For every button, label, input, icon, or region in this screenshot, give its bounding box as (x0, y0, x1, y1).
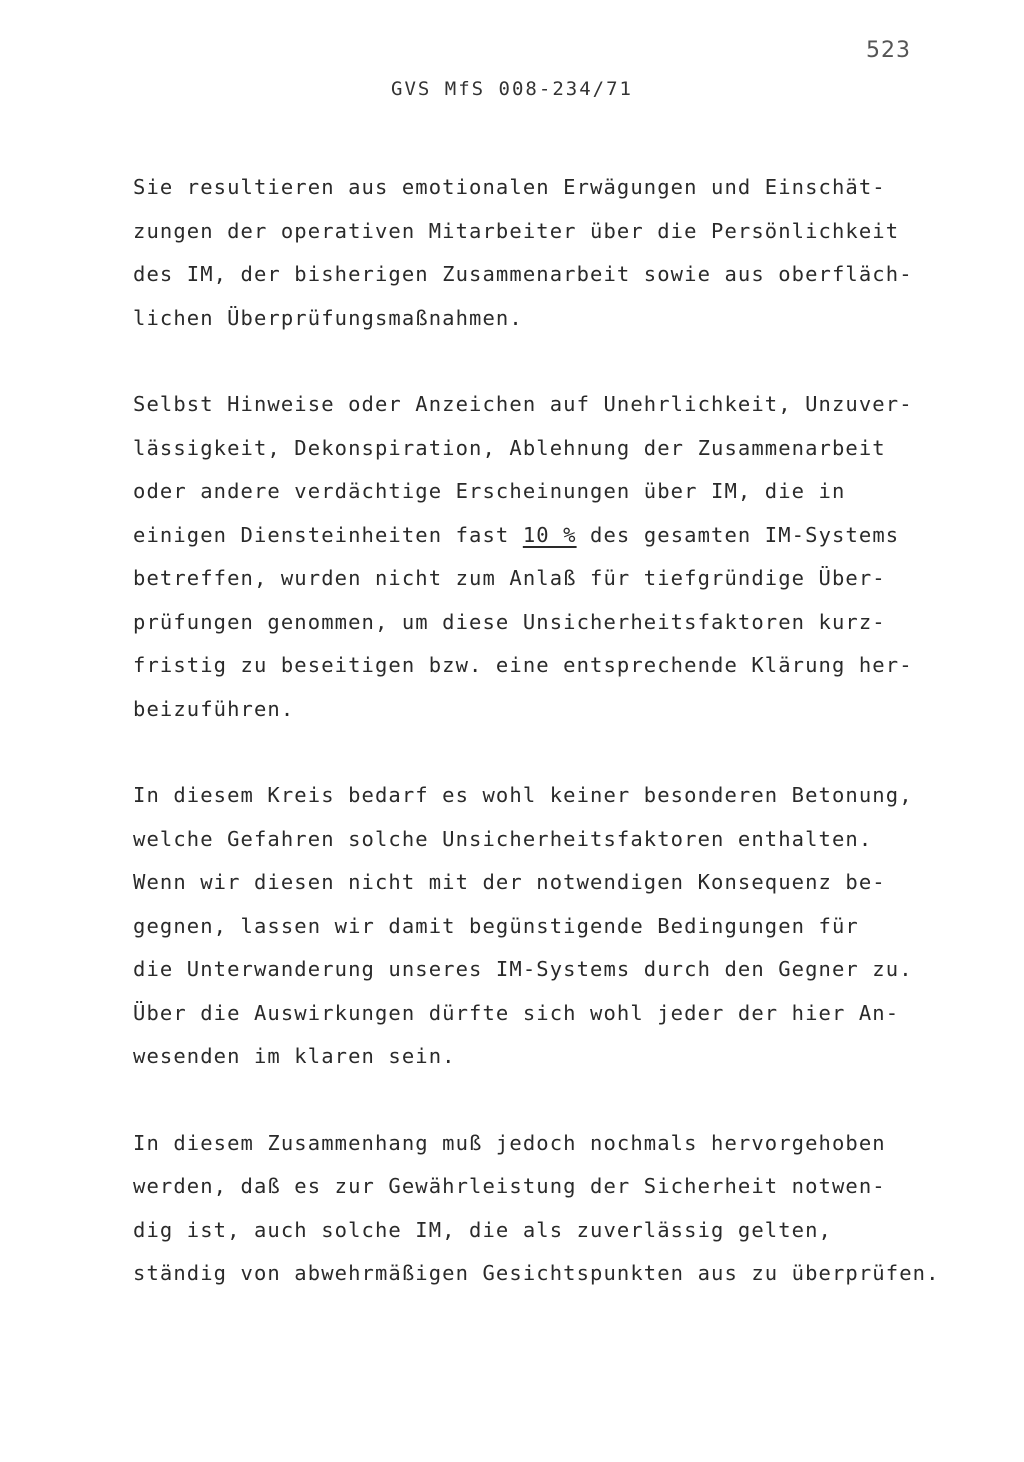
paragraph-1 (133, 166, 933, 340)
paragraph-4 (133, 1122, 940, 1296)
text-line: Wenn wir diesen nicht mit der notwendigen Konsequenz be- (133, 870, 886, 894)
text-line: oder andere verdächtige Erscheinungen über IM, die in (133, 479, 846, 503)
text-line: beizuführen. (133, 696, 295, 721)
paragraph-2 (133, 383, 933, 731)
text-line: werden, daß es zur Gewährleistung der Sicherheit notwen- (133, 1174, 886, 1198)
document-body (133, 166, 940, 1339)
text-line: dig ist, auch solche IM, die als zuverlässig gelten, (133, 1217, 832, 1242)
text-line: Selbst Hinweise oder Anzeichen auf Unehrlichkeit, Unzuver- (133, 392, 913, 416)
text-line: betreffen, wurden nicht zum Anlaß für tiefgründige Über- (133, 566, 886, 590)
text-segment: des gesamten IM-Systems (576, 522, 900, 547)
text-line: fristig zu beseitigen bzw. eine entsprechende Klärung her- (133, 653, 913, 677)
text-line: Sie resultieren aus emotionalen Erwägungen und Einschät- (133, 175, 886, 199)
text-line: wesenden im klaren sein. (133, 1044, 456, 1068)
page-number: 523 (866, 38, 911, 63)
text-line: Über die Auswirkungen dürfte sich wohl jeder der hier An- (133, 1000, 900, 1025)
text-line-with-underline (133, 514, 933, 558)
text-line: In diesem Zusammenhang muß jedoch nochmals hervorgehoben (133, 1130, 886, 1155)
paragraph-3 (133, 774, 933, 1079)
text-line: prüfungen genommen, um diese Unsicherheitsfaktoren kurz- (133, 609, 886, 634)
document-reference: GVS MfS 008-234/71 (391, 78, 633, 100)
text-line: lichen Überprüfungsmaßnahmen. (133, 305, 523, 330)
text-line: welche Gefahren solche Unsicherheitsfaktoren enthalten. (133, 826, 873, 851)
text-line: lässigkeit, Dekonspiration, Ablehnung der Zusammenarbeit (133, 435, 886, 460)
text-line: In diesem Kreis bedarf es wohl keiner besonderen Betonung, (133, 783, 913, 807)
text-line: gegnen, lassen wir damit begünstigende Bedingungen für (133, 913, 859, 938)
text-line: die Unterwanderung unseres IM-Systems durch den Gegner zu. (133, 957, 913, 981)
text-line: des IM, der bisherigen Zusammenarbeit sowie aus oberfläch- (133, 262, 913, 286)
underlined-percentage: 10 % (522, 522, 577, 547)
text-line: zungen der operativen Mitarbeiter über die Persönlichkeit (133, 218, 900, 243)
text-segment: einigen Diensteinheiten fast (133, 522, 523, 547)
text-line: ständig von abwehrmäßigen Gesichtspunkten aus zu überprüfen. (133, 1261, 940, 1285)
